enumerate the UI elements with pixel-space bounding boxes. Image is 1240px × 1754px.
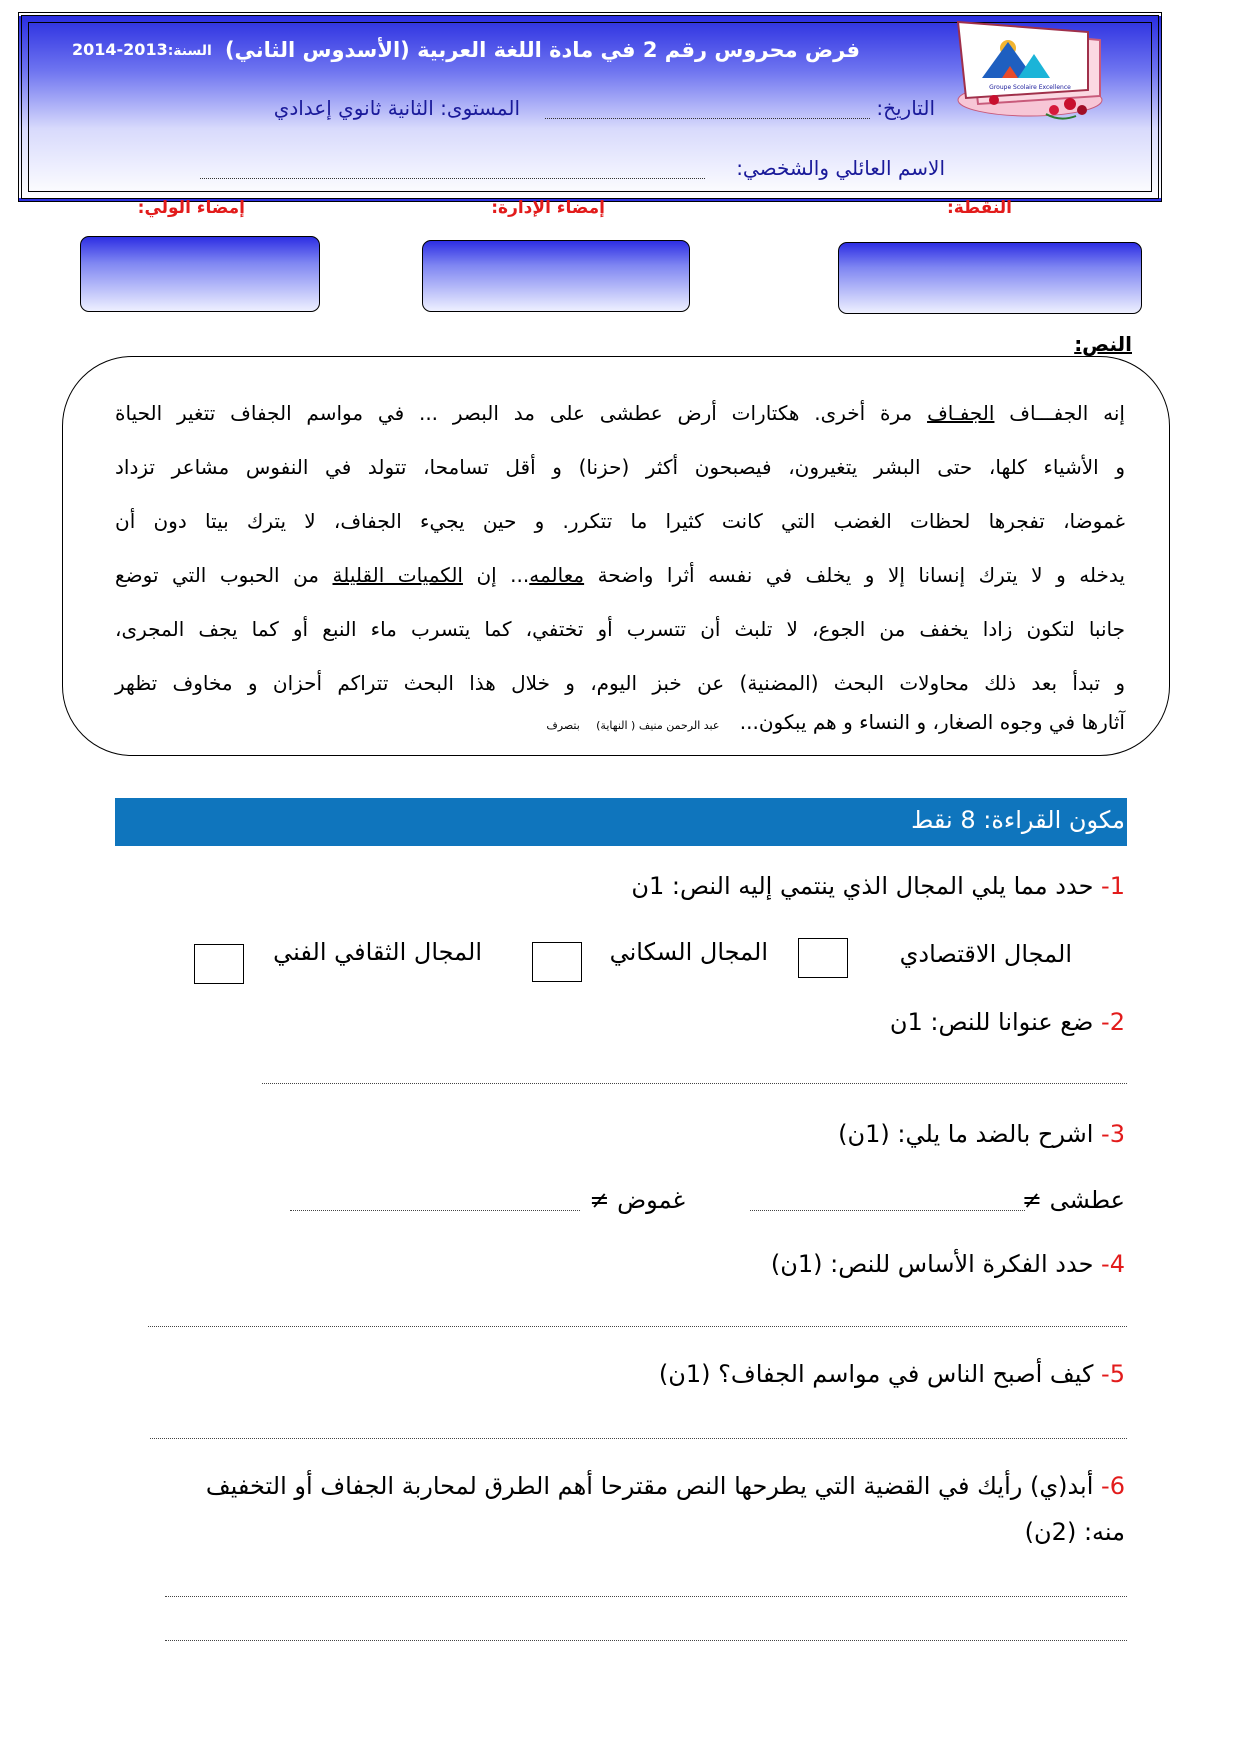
text-line-4 [115, 560, 1125, 590]
option-cultural: المجال الثقافي الفني [273, 938, 482, 966]
underlined-word: الجفـاف [927, 401, 995, 425]
text-segment: إنه الجفـــاف [994, 401, 1125, 425]
text-adapted: بتصرف [546, 719, 580, 732]
question-text: اشرح بالضد ما يلي: (1ن) [838, 1120, 1102, 1148]
text-segment: من الحبوب التي توضع [115, 563, 333, 587]
checkbox-cultural[interactable] [194, 944, 244, 984]
text-line-1 [115, 398, 1125, 428]
question-number: 6- [1101, 1472, 1125, 1500]
year-label: السنة: [167, 43, 212, 59]
text-source: عبد الرحمن منيف ( النهاية) [596, 719, 720, 732]
text-segment: يدخله و لا يترك إنسانا إلا و يخلف في نفسه أثرا واضحة [584, 563, 1125, 587]
question-text: حدد مما يلي المجال الذي ينتمي إليه النص: 1ن [631, 872, 1102, 900]
school-year [72, 40, 212, 59]
parent-signature-label: إمضاء الولي: [137, 198, 245, 218]
antonym-answer-2[interactable] [290, 1210, 580, 1211]
question-1 [631, 872, 1125, 900]
question-text: أبد(ي) رأيك في القضية التي يطرحها النص مقترحا أهم الطرق لمحاربة الجفاف أو التخفيف [205, 1472, 1102, 1500]
reading-section-bar [115, 798, 1127, 846]
underlined-word: الكميات القليلة [332, 563, 463, 587]
underlined-word: معالمه [529, 563, 585, 587]
antonym-word-2: غموض ≠ [589, 1186, 685, 1214]
text-last-line: آثارها في وجوه الصغار، و النساء و هم يبكون... [739, 710, 1125, 734]
checkbox-population[interactable] [532, 942, 582, 982]
question-3 [838, 1120, 1125, 1148]
text-segment: مرة أخرى. هكتارات أرض عطشى على مد البصر ... في مواسم الجفاف تتغير الحياة [115, 401, 928, 425]
reading-section-title: مكون القراءة: 8 نقط [911, 806, 1125, 834]
antonym-word-1: عطشى ≠ [1021, 1186, 1125, 1214]
parent-signature-box[interactable] [80, 236, 320, 312]
question-6-continuation: منه: (2ن) [1024, 1518, 1125, 1546]
question-number: 5- [1101, 1360, 1125, 1388]
question-number: 3- [1101, 1120, 1125, 1148]
grade-box[interactable] [838, 242, 1142, 314]
question-number: 4- [1101, 1250, 1125, 1278]
logo-text: Groupe Scolaire Excellence [989, 84, 1071, 91]
school-logo [950, 18, 1110, 128]
admin-signature-label: إمضاء الإدارة: [491, 198, 605, 218]
question-text: كيف أصبح الناس في مواسم الجفاف؟ (1ن) [658, 1360, 1102, 1388]
date-label: التاريخ: [876, 96, 935, 120]
answer-line-5[interactable] [150, 1438, 1127, 1439]
level-label: المستوى: الثانية ثانوي إعدادي [273, 96, 520, 120]
answer-line-4[interactable] [148, 1326, 1127, 1327]
question-text: حدد الفكرة الأساس للنص: (1ن) [770, 1250, 1102, 1278]
text-line-7 [546, 707, 1125, 741]
text-line-6: و تبدأ بعد ذلك محاولات البحث (المضنية) عن خبز اليوم، و خلال هذا البحث تتراكم أحزان و مخاوف تظهر [115, 671, 1125, 695]
antonym-answer-1[interactable] [750, 1210, 1025, 1211]
text-segment: ... إن [462, 563, 530, 587]
admin-signature-box[interactable] [422, 240, 690, 312]
option-population: المجال السكاني [609, 938, 768, 966]
date-field[interactable] [545, 118, 870, 119]
question-4 [771, 1250, 1125, 1278]
answer-line-2[interactable] [262, 1083, 1127, 1084]
question-number: 2- [1101, 1008, 1125, 1036]
question-number: 1- [1101, 872, 1125, 900]
year-value: 2013-2014 [72, 40, 168, 59]
grade-label: النقطة: [946, 198, 1012, 218]
option-economic: المجال الاقتصادي [899, 940, 1072, 968]
question-text: ضع عنوانا للنص: 1ن [889, 1008, 1102, 1036]
answer-line-6b[interactable] [165, 1640, 1127, 1641]
question-5 [659, 1360, 1125, 1388]
answer-line-6a[interactable] [165, 1596, 1127, 1597]
checkbox-economic[interactable] [798, 938, 848, 978]
question-2 [890, 1008, 1125, 1036]
text-line-3: غموضا، تفجرها لحظات الغضب التي كانت كثيرا ما تتكرر. و حين يجيء الجفاف، لا يترك بيتا دون أن [115, 509, 1125, 533]
exam-title: فرض محروس رقم 2 في مادة اللغة العربية (الأسدوس الثاني) [224, 38, 860, 62]
logo-graphic [950, 18, 1110, 128]
text-label: النص: [1074, 332, 1132, 356]
name-label: الاسم العائلي والشخصي: [736, 156, 945, 180]
text-line-5: جانبا لتكون زادا يخفف من الجوع، لا تلبث أن تتسرب أو تختفي، كما يتسرب ماء النبع أو كما يجف المجرى، [115, 617, 1125, 641]
name-field[interactable] [200, 178, 705, 179]
text-line-2: و الأشياء كلها، حتى البشر يتغيرون، فيصبحون أكثر (حزنا) و أقل تسامحا، تتولد في النفوس مشاعر تزداد [115, 455, 1125, 479]
question-6 [206, 1472, 1125, 1500]
